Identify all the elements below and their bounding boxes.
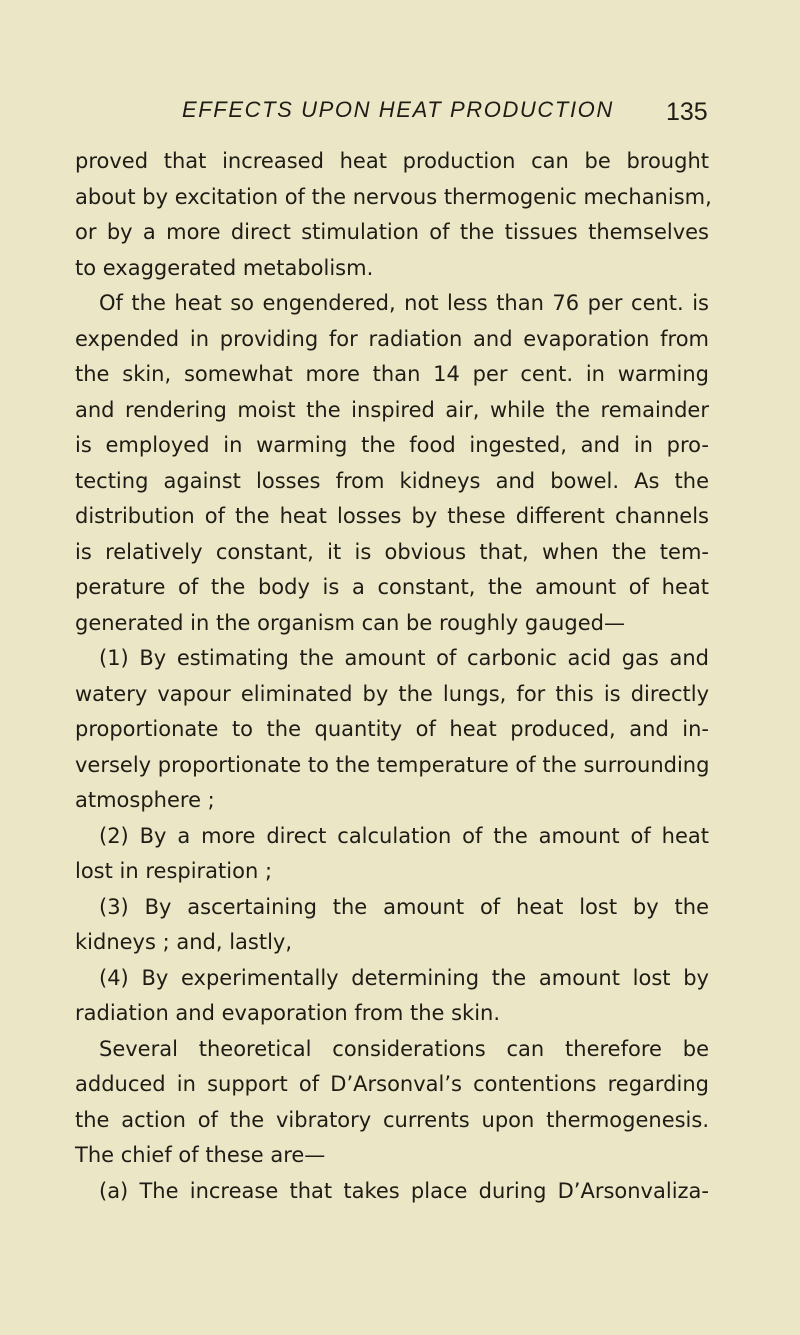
text-line: proportionate to the quantity of heat produced, and in-: [75, 717, 709, 741]
text-line: is employed in warming the food ingested, and in pro-: [75, 433, 709, 457]
text-line: expended in providing for radiation and evaporation from: [75, 326, 709, 351]
page-header: [0, 93, 800, 127]
text-line: distribution of the heat losses by these different channels: [75, 504, 709, 528]
text-line: atmosphere ;: [75, 788, 215, 812]
text-line: tecting against losses from kidneys and bowel. As the: [75, 468, 709, 493]
text-line: proved that increased heat production can be brought: [75, 149, 709, 173]
page-number: 135: [666, 98, 708, 126]
text-line: Several theoretical considerations can therefore be: [99, 1036, 709, 1061]
text-line: or by a more direct stimulation of the tissues themselves: [75, 220, 709, 244]
text-line: The chief of these are—: [75, 1143, 326, 1167]
text-line: to exaggerated metabolism.: [75, 255, 374, 280]
text-line: the action of the vibratory currents upon thermogenesis.: [75, 1107, 709, 1132]
text-line: and rendering moist the inspired air, while the remainder: [75, 397, 709, 422]
text-line: (2) By a more direct calculation of the amount of heat: [99, 823, 709, 848]
text-line: (1) By estimating the amount of carbonic acid gas and: [99, 646, 709, 670]
text-line: adduced in support of D’Arsonval’s contentions regarding: [75, 1072, 709, 1096]
text-line: (4) By experimentally determining the amount lost by: [99, 965, 709, 990]
running-title: EFFECTS UPON HEAT PRODUCTION: [182, 97, 614, 122]
text-line: radiation and evaporation from the skin.: [75, 1001, 501, 1025]
text-line: about by excitation of the nervous thermogenic mechanism,: [75, 184, 712, 209]
text-line: perature of the body is a constant, the amount of heat: [75, 575, 709, 599]
text-line: generated in the organism can be roughly gauged—: [75, 610, 625, 635]
text-line: Of the heat so engendered, not less than 76 per cent. is: [99, 291, 709, 315]
text-line: lost in respiration ;: [75, 859, 273, 883]
text-line: the skin, somewhat more than 14 per cent. in warming: [75, 362, 709, 386]
text-line: versely proportionate to the temperature of the surrounding: [75, 752, 710, 777]
text-line: kidneys ; and, lastly,: [75, 930, 293, 954]
text-line: (a) The increase that takes place during D’Arsonvaliza-: [99, 1178, 709, 1203]
text-line: (3) By ascertaining the amount of heat lost by the: [99, 894, 709, 919]
body-text: [75, 144, 712, 1209]
text-line: is relatively constant, it is obvious that, when the tem-: [75, 539, 709, 564]
text-line: watery vapour eliminated by the lungs, for this is directly: [75, 681, 709, 706]
